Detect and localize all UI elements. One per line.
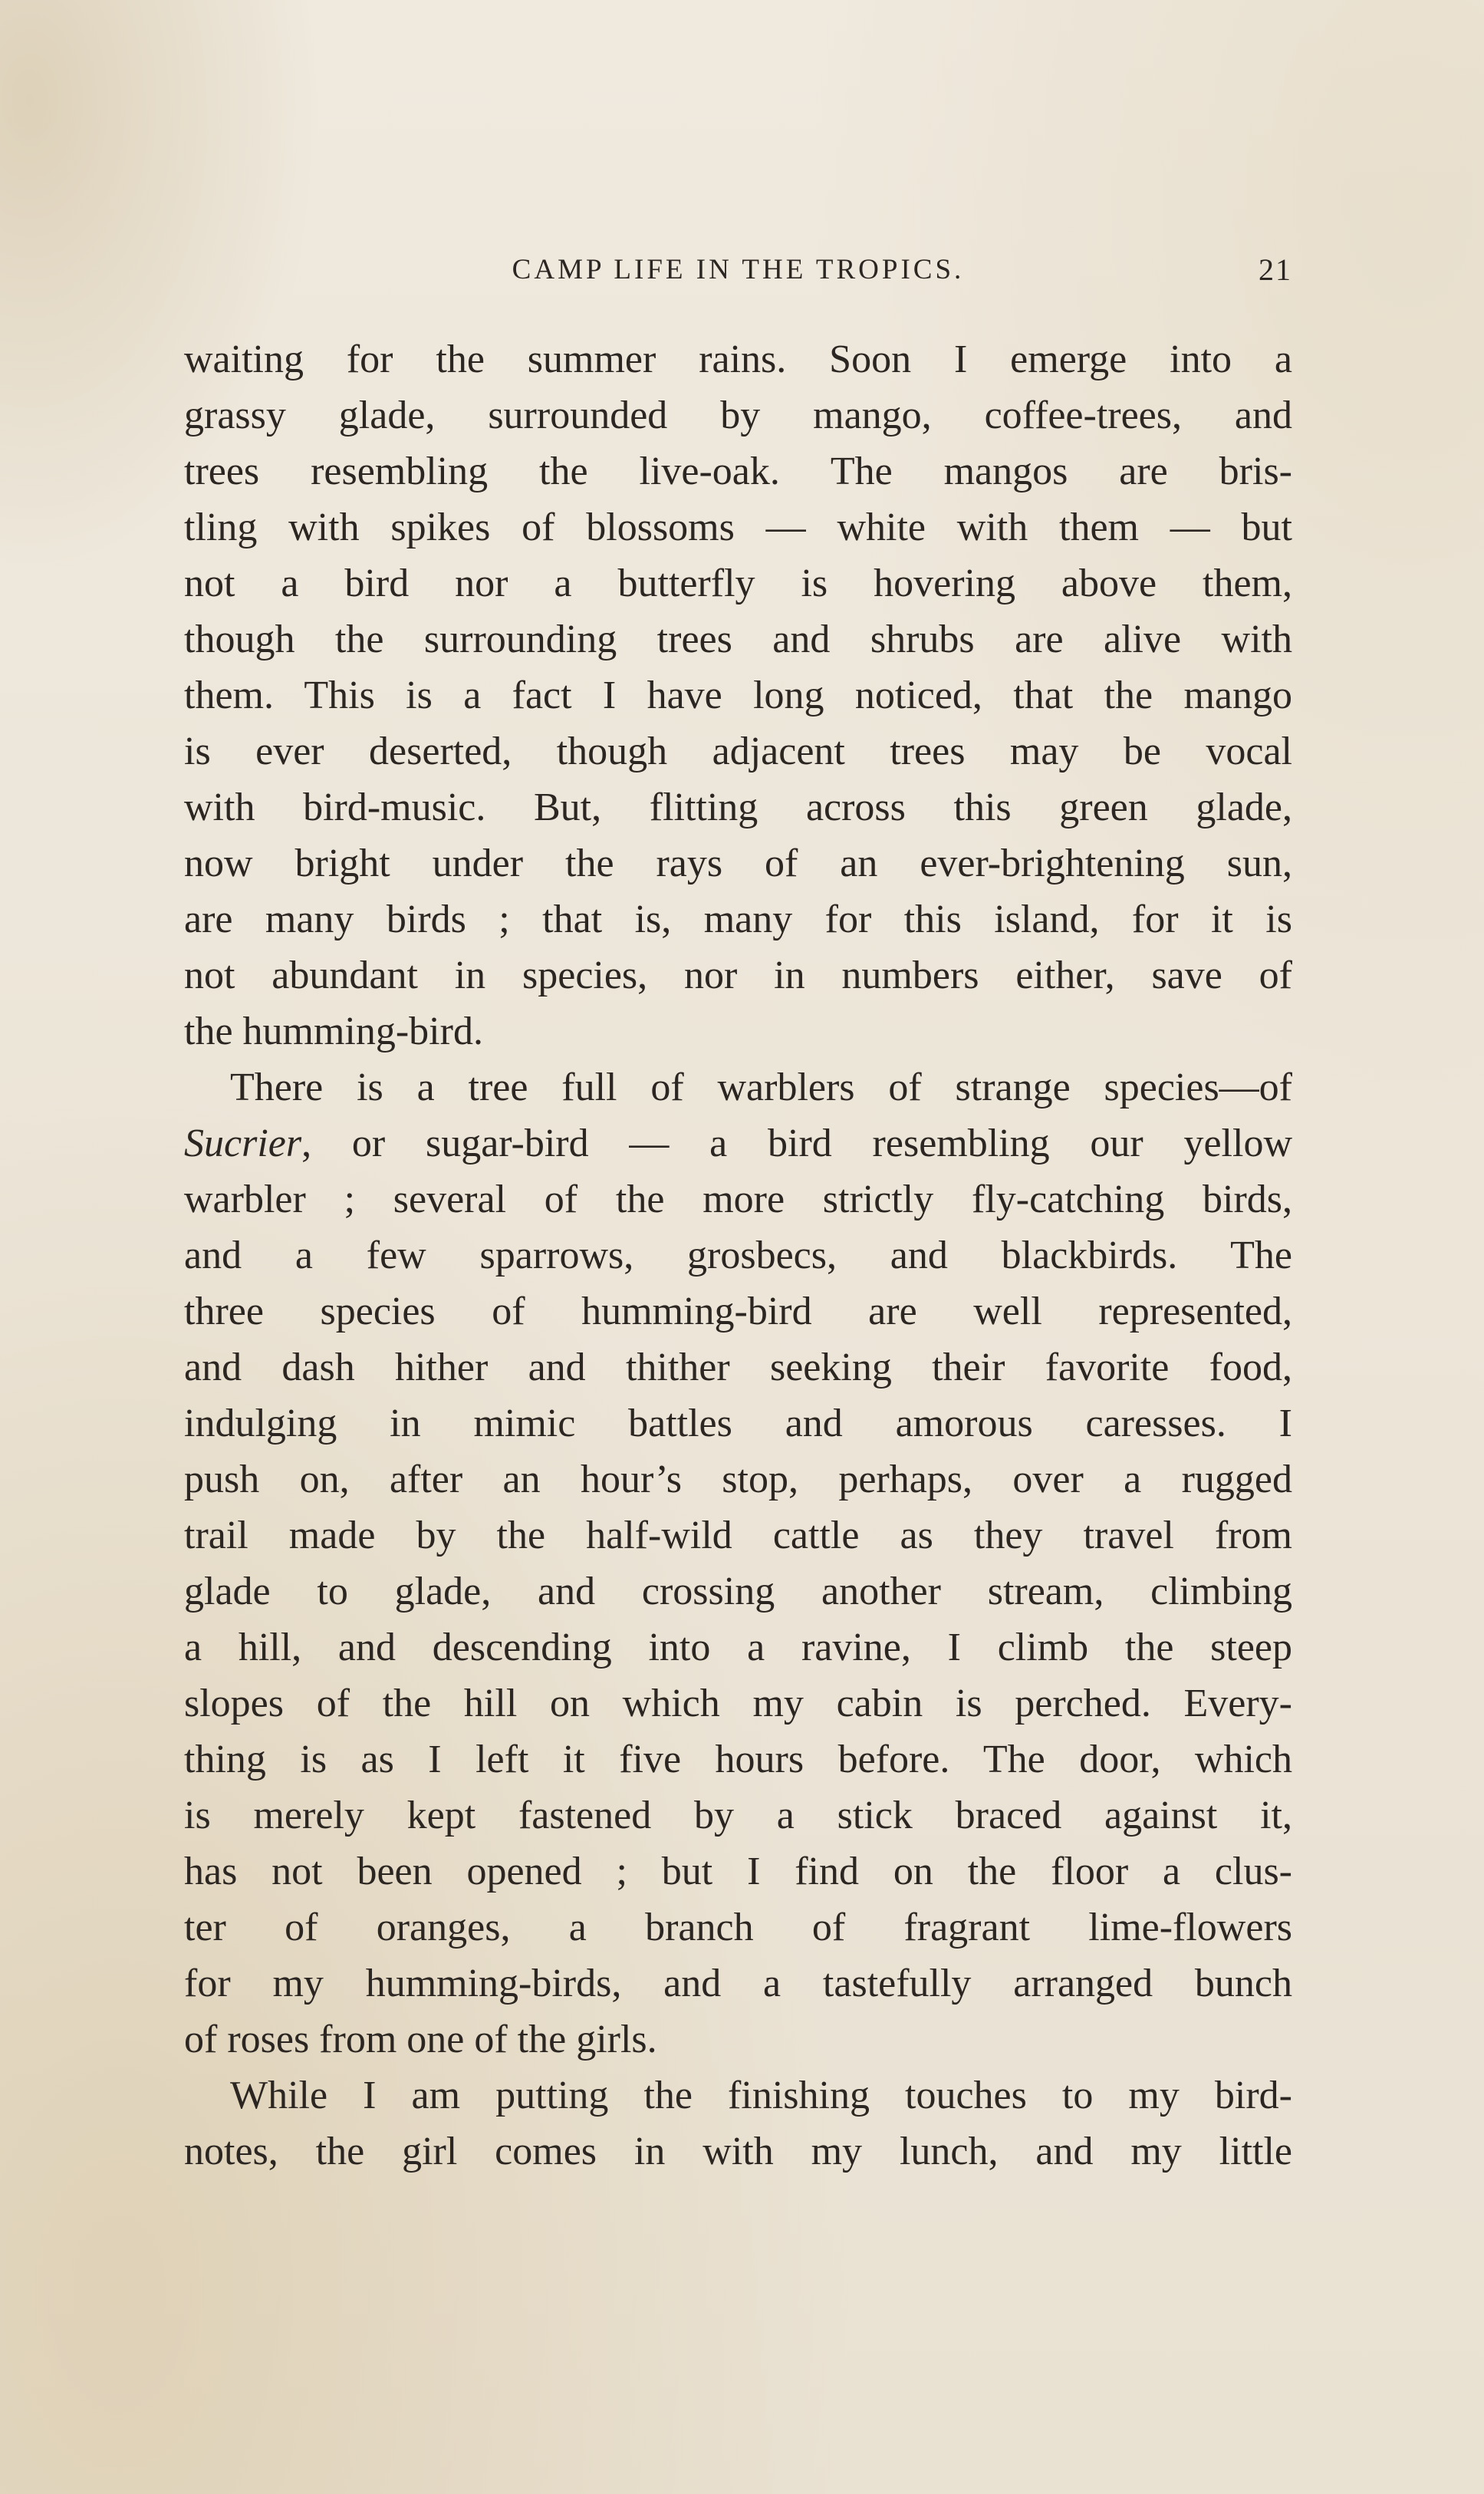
text-line: with bird-music. But, flitting across this green glade, [184,786,1292,829]
text-line: are many birds ; that is, many for this island, for it is [184,898,1292,941]
text-line: and dash hither and thither seeking their favorite food, [184,1346,1292,1389]
text-line: indulging in mimic battles and amorous caresses. I [184,1402,1292,1445]
paragraph-start-line: There is a tree full of warblers of strange species—of [230,1066,1292,1109]
text-line: trail made by the half-wild cattle as they travel from [184,1514,1292,1557]
running-title: CAMP LIFE IN THE TROPICS. [512,254,965,285]
paragraph-end-line: the humming-bird. [184,1010,483,1053]
italic-term: Sucrier [184,1122,302,1165]
text-line: and a few sparrows, grosbecs, and blackbirds. The [184,1234,1292,1277]
text-line: trees resembling the live-oak. The mangos are bris- [184,450,1292,493]
running-header [184,253,1292,299]
text-line: glade to glade, and crossing another stream, climbing [184,1570,1292,1613]
text-line-rest: , or sugar-bird — a bird resembling our yellow [301,1122,1292,1165]
text-line: now bright under the rays of an ever-brightening sun, [184,842,1292,885]
text-line: push on, after an hour’s stop, perhaps, over a rugged [184,1458,1292,1501]
text-line: grassy glade, surrounded by mango, coffee-trees, and [184,394,1292,437]
text-line: slopes of the hill on which my cabin is perched. Every- [184,1682,1292,1725]
text-line: them. This is a fact I have long noticed, that the mango [184,674,1292,717]
text-line: thing is as I left it five hours before. The door, which [184,1738,1292,1781]
body-text [184,331,1292,2179]
text-line: though the surrounding trees and shrubs are alive with [184,618,1292,661]
text-line: a hill, and descending into a ravine, I climb the steep [184,1626,1292,1669]
text-line: is merely kept fastened by a stick braced against it, [184,1794,1292,1837]
text-line: waiting for the summer rains. Soon I emerge into a [184,338,1292,381]
text-line: ter of oranges, a branch of fragrant lime-flowers [184,1906,1292,1949]
text-line: notes, the girl comes in with my lunch, and my little [184,2130,1292,2173]
page-number: 21 [1259,252,1292,287]
text-line: not abundant in species, nor in numbers either, save of [184,954,1292,997]
text-line: is ever deserted, though adjacent trees may be vocal [184,730,1292,773]
text-line: three species of humming-bird are well represented, [184,1290,1292,1333]
text-line: has not been opened ; but I find on the floor a clus- [184,1850,1292,1893]
text-line: for my humming-birds, and a tastefully arranged bunch [184,1962,1292,2005]
text-line: not a bird nor a butterfly is hovering above them, [184,562,1292,605]
text-line-italic-start [184,1115,1292,1171]
paragraph-start-line: While I am putting the finishing touches to my bird- [230,2074,1292,2117]
paragraph-end-line: of roses from one of the girls. [184,2018,657,2061]
text-line: tling with spikes of blossoms — white with them — but [184,506,1292,549]
text-line: warbler ; several of the more strictly fly-catching birds, [184,1178,1292,1221]
